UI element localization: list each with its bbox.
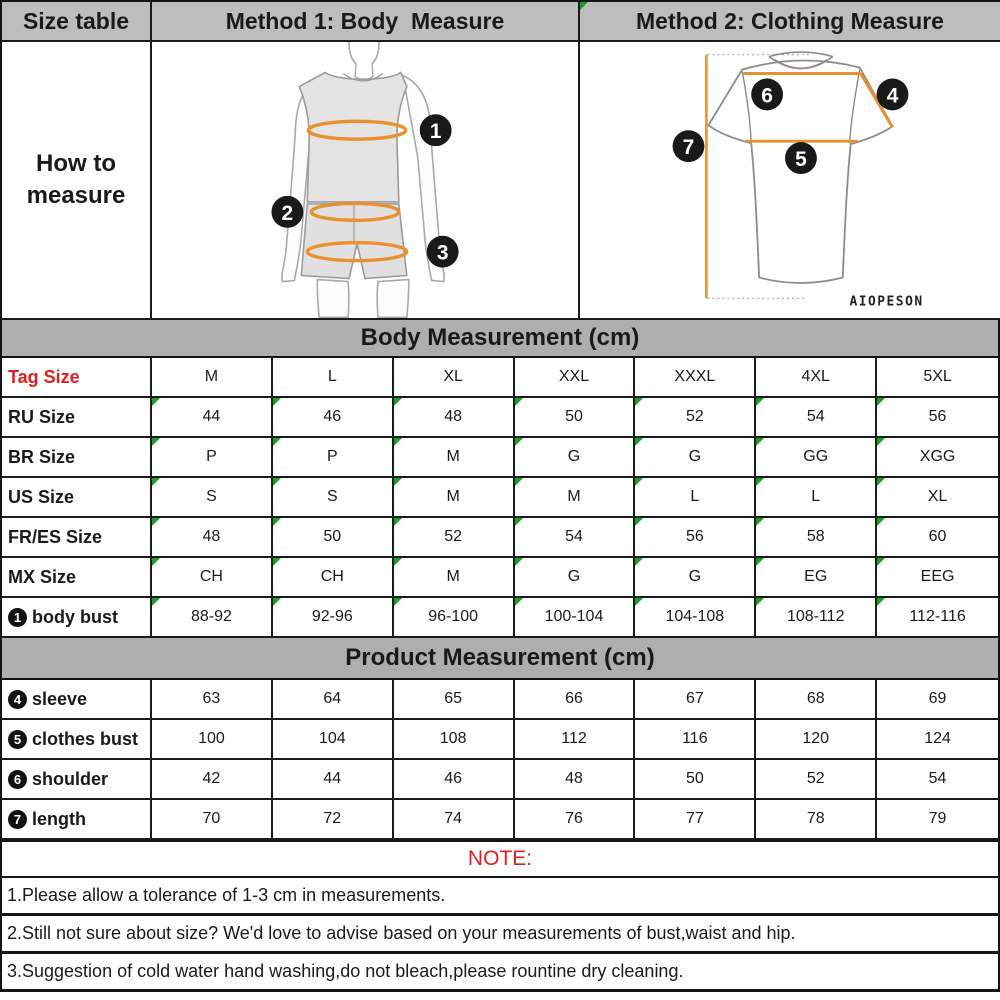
size-value-cell: P [152, 438, 273, 478]
size-value-cell: 46 [273, 398, 394, 438]
size-value-cell: 72 [273, 800, 394, 840]
size-value-cell: 42 [152, 760, 273, 800]
size-value-cell: 70 [152, 800, 273, 840]
row-label-shoulder [2, 760, 152, 800]
tshirt-figure-icon [580, 42, 1000, 318]
size-value-cell: CH [152, 558, 273, 598]
row-label-text: shoulder [32, 768, 109, 789]
note-item-3: 3.Suggestion of cold water hand washing,do not bleach,please rountine dry cleaning. [0, 954, 1000, 992]
size-value-cell: 54 [515, 518, 636, 558]
size-value-cell: XL [877, 478, 998, 518]
size-value-cell: M [394, 558, 515, 598]
row-label-sleeve [2, 680, 152, 720]
row-label-br-size: BR Size [2, 438, 152, 478]
row-label-ru-size: RU Size [2, 398, 152, 438]
row-label-mx-size: MX Size [2, 558, 152, 598]
size-value-cell: 50 [635, 760, 756, 800]
sleeve-marker [877, 78, 909, 110]
note-item-2: 2.Still not sure about size? We'd love to advise based on your measurements of bust,waist and hip. [0, 916, 1000, 954]
row-label-us-size: US Size [2, 478, 152, 518]
size-col-header: XXL [515, 358, 636, 398]
how-to-measure-label: How to measure [2, 42, 152, 320]
svg-text:5: 5 [795, 148, 807, 172]
size-value-cell: 108-112 [756, 598, 877, 638]
size-value-cell: 76 [515, 800, 636, 840]
size-value-cell: G [635, 558, 756, 598]
size-value-cell: 52 [635, 398, 756, 438]
note-item-1: 1.Please allow a tolerance of 1-3 cm in measurements. [0, 878, 1000, 916]
note-title: NOTE: [0, 840, 1000, 878]
size-value-cell: 120 [756, 720, 877, 760]
size-value-cell: 104-108 [635, 598, 756, 638]
size-value-cell: 46 [394, 760, 515, 800]
size-value-cell: 44 [273, 760, 394, 800]
size-value-cell: 54 [756, 398, 877, 438]
svg-text:4: 4 [886, 84, 899, 108]
row-label-text: body bust [32, 606, 118, 627]
product-measurement-table [0, 680, 1000, 840]
circled-number-icon: 6 [8, 770, 27, 789]
size-table-title: Size table [2, 2, 152, 42]
product-measurement-title: Product Measurement (cm) [0, 638, 1000, 680]
size-value-cell: L [635, 478, 756, 518]
size-value-cell: 77 [635, 800, 756, 840]
size-value-cell: M [394, 438, 515, 478]
svg-text:1: 1 [429, 120, 442, 144]
size-value-cell: 79 [877, 800, 998, 840]
size-value-cell: 50 [273, 518, 394, 558]
svg-text:7: 7 [682, 136, 695, 160]
size-value-cell: G [515, 558, 636, 598]
size-value-cell: 63 [152, 680, 273, 720]
row-label-clothes-bust [2, 720, 152, 760]
row-label-text: length [32, 808, 86, 829]
circled-number-icon: 5 [8, 730, 27, 749]
size-value-cell: 88-92 [152, 598, 273, 638]
size-col-header: 5XL [877, 358, 998, 398]
clothes-bust-marker [785, 142, 817, 174]
size-value-cell: 60 [877, 518, 998, 558]
size-value-cell: 112 [515, 720, 636, 760]
size-value-cell: EEG [877, 558, 998, 598]
size-value-cell: 67 [635, 680, 756, 720]
brand-text: AIOPESON [849, 294, 924, 310]
svg-text:2: 2 [281, 201, 294, 225]
size-value-cell: 124 [877, 720, 998, 760]
size-value-cell: 48 [515, 760, 636, 800]
size-value-cell: S [152, 478, 273, 518]
size-value-cell: 64 [273, 680, 394, 720]
body-figure-icon [152, 42, 578, 318]
size-value-cell: 56 [635, 518, 756, 558]
size-value-cell: 48 [152, 518, 273, 558]
size-value-cell: 116 [635, 720, 756, 760]
size-value-cell: 69 [877, 680, 998, 720]
illustration-row [0, 42, 1000, 318]
size-value-cell: 96-100 [394, 598, 515, 638]
bust-marker [420, 114, 452, 146]
circled-number-icon: 7 [8, 810, 27, 829]
clothing-measure-illustration [580, 42, 1000, 320]
svg-text:6: 6 [761, 84, 773, 108]
size-col-header: M [152, 358, 273, 398]
size-value-cell: 54 [877, 760, 998, 800]
size-value-cell: 52 [756, 760, 877, 800]
row-label-text: clothes bust [32, 728, 139, 749]
row-label-text: sleeve [32, 688, 88, 709]
row-label-length [2, 800, 152, 840]
size-value-cell: 58 [756, 518, 877, 558]
size-value-cell: 50 [515, 398, 636, 438]
size-value-cell: G [515, 438, 636, 478]
top-header-row [0, 0, 1000, 42]
size-col-header: 4XL [756, 358, 877, 398]
size-value-cell: 100-104 [515, 598, 636, 638]
size-value-cell: 112-116 [877, 598, 998, 638]
body-measurement-table [0, 358, 1000, 638]
tag-size-header: Tag Size [2, 358, 152, 398]
size-value-cell: S [273, 478, 394, 518]
method1-title: Method 1: Body Measure [152, 2, 580, 42]
circled-number-icon: 1 [8, 608, 27, 627]
waist-marker [271, 196, 303, 228]
row-label-fres-size: FR/ES Size [2, 518, 152, 558]
size-value-cell: 104 [273, 720, 394, 760]
size-col-header: L [273, 358, 394, 398]
size-value-cell: XGG [877, 438, 998, 478]
svg-text:3: 3 [436, 241, 449, 265]
size-value-cell: M [394, 478, 515, 518]
size-value-cell: 92-96 [273, 598, 394, 638]
method2-title: Method 2: Clothing Measure [580, 2, 1000, 42]
size-value-cell: 68 [756, 680, 877, 720]
size-value-cell: 66 [515, 680, 636, 720]
size-value-cell: 108 [394, 720, 515, 760]
size-value-cell: 65 [394, 680, 515, 720]
size-value-cell: 52 [394, 518, 515, 558]
body-measurement-title: Body Measurement (cm) [0, 318, 1000, 358]
size-value-cell: EG [756, 558, 877, 598]
size-value-cell: 100 [152, 720, 273, 760]
size-col-header: XL [394, 358, 515, 398]
size-value-cell: 56 [877, 398, 998, 438]
body-measure-illustration [152, 42, 580, 320]
size-value-cell: 44 [152, 398, 273, 438]
shoulder-marker [751, 78, 783, 110]
row-label-body-bust [2, 598, 152, 638]
size-value-cell: 78 [756, 800, 877, 840]
size-value-cell: P [273, 438, 394, 478]
length-marker [673, 130, 705, 162]
hip-marker [427, 236, 459, 268]
size-value-cell: GG [756, 438, 877, 478]
size-value-cell: CH [273, 558, 394, 598]
size-value-cell: 48 [394, 398, 515, 438]
circled-number-icon: 4 [8, 690, 27, 709]
size-value-cell: M [515, 478, 636, 518]
size-col-header: XXXL [635, 358, 756, 398]
size-value-cell: 74 [394, 800, 515, 840]
size-value-cell: G [635, 438, 756, 478]
size-value-cell: L [756, 478, 877, 518]
